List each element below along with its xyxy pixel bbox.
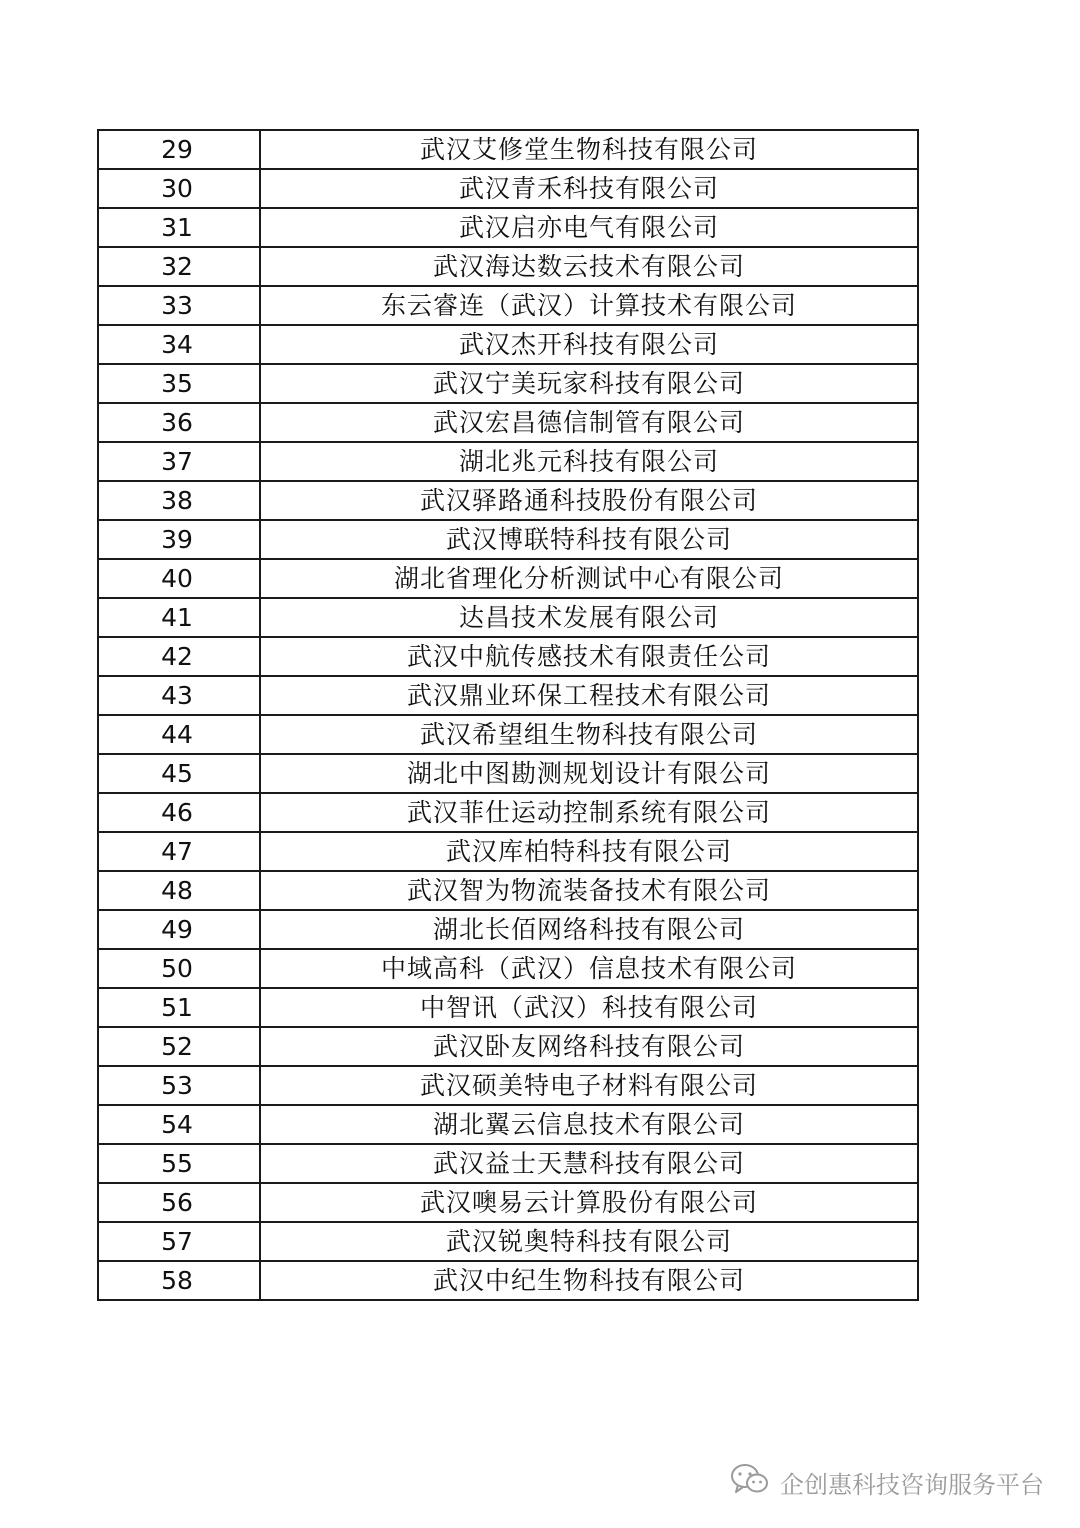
table-row: [98, 949, 918, 988]
row-number: 56: [98, 1183, 260, 1222]
company-name: 东云睿连（武汉）计算技术有限公司: [260, 286, 918, 325]
table-row: [98, 1105, 918, 1144]
row-number: 45: [98, 754, 260, 793]
row-number: 58: [98, 1261, 260, 1300]
table-row: [98, 130, 918, 169]
row-number: 37: [98, 442, 260, 481]
table-row: [98, 598, 918, 637]
company-name: 湖北省理化分析测试中心有限公司: [260, 559, 918, 598]
table-row: [98, 871, 918, 910]
company-name: 武汉中航传感技术有限责任公司: [260, 637, 918, 676]
row-number: 29: [98, 130, 260, 169]
row-number: 42: [98, 637, 260, 676]
company-name: 武汉益士天慧科技有限公司: [260, 1144, 918, 1183]
row-number: 33: [98, 286, 260, 325]
row-number: 46: [98, 793, 260, 832]
table-row: [98, 676, 918, 715]
company-name: 武汉硕美特电子材料有限公司: [260, 1066, 918, 1105]
company-name: 武汉宏昌德信制管有限公司: [260, 403, 918, 442]
company-name: 武汉鼎业环保工程技术有限公司: [260, 676, 918, 715]
table-row: [98, 208, 918, 247]
company-name: 武汉噢易云计算股份有限公司: [260, 1183, 918, 1222]
table-row: [98, 442, 918, 481]
company-name: 武汉卧友网络科技有限公司: [260, 1027, 918, 1066]
table-row: [98, 715, 918, 754]
company-name: 武汉库柏特科技有限公司: [260, 832, 918, 871]
table-row: [98, 559, 918, 598]
row-number: 30: [98, 169, 260, 208]
table-row: [98, 793, 918, 832]
table-row: [98, 910, 918, 949]
company-name: 武汉希望组生物科技有限公司: [260, 715, 918, 754]
table-row: [98, 1027, 918, 1066]
row-number: 55: [98, 1144, 260, 1183]
row-number: 49: [98, 910, 260, 949]
row-number: 41: [98, 598, 260, 637]
company-name: 武汉锐奥特科技有限公司: [260, 1222, 918, 1261]
company-name: 武汉艾修堂生物科技有限公司: [260, 130, 918, 169]
company-name: 武汉启亦电气有限公司: [260, 208, 918, 247]
table-row: [98, 637, 918, 676]
wechat-icon: [730, 1462, 780, 1502]
row-number: 54: [98, 1105, 260, 1144]
company-table-body: [98, 130, 918, 1300]
row-number: 48: [98, 871, 260, 910]
table-row: [98, 403, 918, 442]
company-name: 湖北长佰网络科技有限公司: [260, 910, 918, 949]
table-row: [98, 1144, 918, 1183]
row-number: 34: [98, 325, 260, 364]
table-row: [98, 1222, 918, 1261]
row-number: 31: [98, 208, 260, 247]
table-row: [98, 325, 918, 364]
company-name: 武汉博联特科技有限公司: [260, 520, 918, 559]
table-row: [98, 754, 918, 793]
company-name: 湖北中图勘测规划设计有限公司: [260, 754, 918, 793]
company-name: 中域高科（武汉）信息技术有限公司: [260, 949, 918, 988]
table-row: [98, 1261, 918, 1300]
row-number: 57: [98, 1222, 260, 1261]
company-name: 武汉菲仕运动控制系统有限公司: [260, 793, 918, 832]
company-table: [97, 129, 919, 1301]
table-row: [98, 832, 918, 871]
company-name: 武汉智为物流装备技术有限公司: [260, 871, 918, 910]
row-number: 52: [98, 1027, 260, 1066]
company-name: 武汉青禾科技有限公司: [260, 169, 918, 208]
company-name: 达昌技术发展有限公司: [260, 598, 918, 637]
table-row: [98, 481, 918, 520]
company-name: 武汉驿路通科技股份有限公司: [260, 481, 918, 520]
company-name: 武汉杰开科技有限公司: [260, 325, 918, 364]
watermark: [730, 1462, 1044, 1502]
company-name: 湖北翼云信息技术有限公司: [260, 1105, 918, 1144]
row-number: 44: [98, 715, 260, 754]
row-number: 53: [98, 1066, 260, 1105]
table-row: [98, 988, 918, 1027]
company-name: 武汉宁美玩家科技有限公司: [260, 364, 918, 403]
row-number: 51: [98, 988, 260, 1027]
table-row: [98, 286, 918, 325]
row-number: 39: [98, 520, 260, 559]
table-row: [98, 247, 918, 286]
company-name: 中智讯（武汉）科技有限公司: [260, 988, 918, 1027]
row-number: 47: [98, 832, 260, 871]
row-number: 38: [98, 481, 260, 520]
row-number: 43: [98, 676, 260, 715]
table-row: [98, 169, 918, 208]
company-name: 湖北兆元科技有限公司: [260, 442, 918, 481]
company-name: 武汉海达数云技术有限公司: [260, 247, 918, 286]
watermark-text: 企创惠科技咨询服务平台: [780, 1470, 1044, 1499]
row-number: 36: [98, 403, 260, 442]
table-row: [98, 1183, 918, 1222]
row-number: 32: [98, 247, 260, 286]
row-number: 50: [98, 949, 260, 988]
company-name: 武汉中纪生物科技有限公司: [260, 1261, 918, 1300]
table-row: [98, 364, 918, 403]
table-row: [98, 1066, 918, 1105]
row-number: 40: [98, 559, 260, 598]
row-number: 35: [98, 364, 260, 403]
table-row: [98, 520, 918, 559]
